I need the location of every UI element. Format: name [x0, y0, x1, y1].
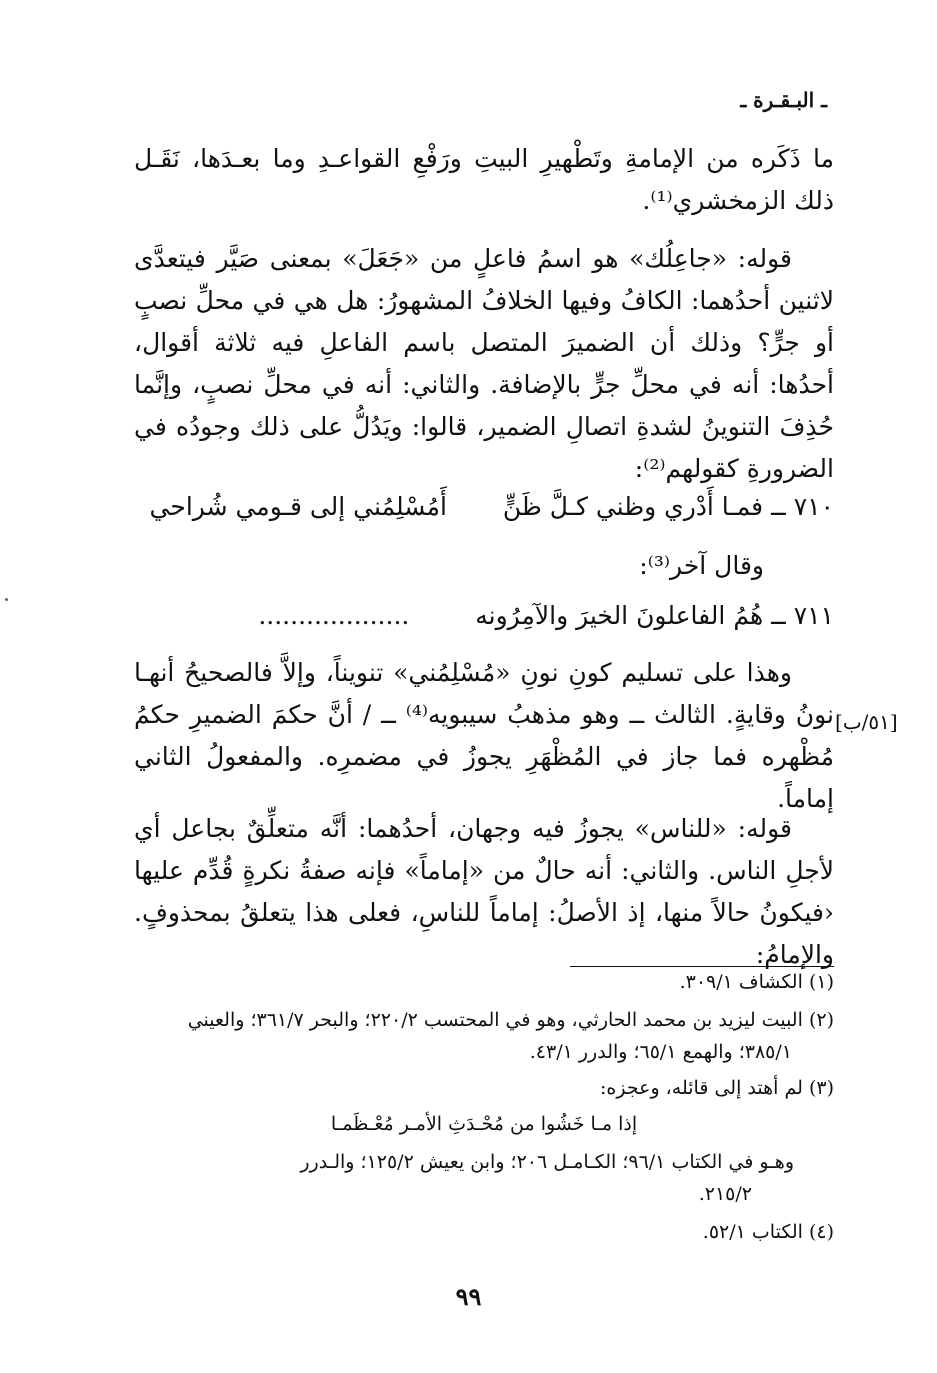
footnote-1	[134, 966, 834, 998]
margin-folio-ref: [٥١/ب]	[835, 710, 898, 734]
verse-710-after-text: وقال آخر⁽³⁾:	[639, 551, 764, 580]
paragraph-3	[134, 652, 834, 820]
footnote-4-text: الكتاب ٥٢/١.	[702, 1221, 803, 1243]
verse-710-after	[134, 546, 834, 586]
footnote-2-text: البيت ليزيد بن محمد الحارثي، وهو في المحتسب ٢٢٠/٢؛ والبحر ٣٦١/٧؛ والعيني	[187, 1009, 803, 1031]
verse-710-second-half: أَمُسْلِمُني إلى قـومي شُراحي	[149, 492, 447, 521]
footnote-3-text: لم أهتد إلى قائله، وعجزه:	[600, 1077, 803, 1099]
page-number: ٩٩	[455, 1282, 482, 1311]
footnote-4	[134, 1216, 834, 1248]
verse-711-dots: ...................	[258, 601, 410, 630]
paragraph-1	[134, 138, 834, 222]
footnote-3-verse-text: إذا مـا خَشُوا من مُحْـدَثِ الأمـر مُعْـظَمـا	[330, 1113, 638, 1135]
footnote-3	[134, 1072, 834, 1104]
footnote-3-sources	[134, 1146, 834, 1210]
footnote-3-verse	[134, 1108, 834, 1140]
footnote-4-num: (٤)	[808, 1221, 834, 1243]
footnote-2-cont: ٣٨٥/١؛ والهمع ٦٥/١؛ والدرر ٤٣/١.	[529, 1041, 792, 1063]
paragraph-2	[134, 238, 834, 490]
verse-711	[134, 596, 834, 636]
verse-710	[134, 487, 834, 527]
verse-711-first-half: هُمُ الفاعلونَ الخيرَ والآمِرُونه	[475, 601, 764, 630]
running-head: ـ البـقـرة ـ	[740, 88, 827, 112]
footnote-2-num: (٢)	[808, 1009, 834, 1031]
footnote-1-num: (١)	[808, 971, 834, 993]
paragraph-2-text: قوله: «جاعِلُك» هو اسمُ فاعلٍ من «جَعَلَ» بمعنى صَيَّر فيتعدَّى لاثنين أحدُهما: الكافُ وفيها الخلافُ المشهورُ: هل هي في محلِّ نصبٍ أو جرٍّ؟ وذلك أن الضميرَ المتصل باسم الفاعلِ فيه ثلاثة أقوال، أحدُها: أنه في محلِّ جرٍّ بالإضافة. والثاني: أنه في محلِّ نصبٍ، وإنَّما حُذِفَ التنوينُ لشدةِ اتصالِ الضمير، قالوا: ويَدُلُّ على ذلك وجودُه في الضرورةِ كقولهم⁽²⁾:	[134, 244, 834, 483]
scan-speck	[5, 598, 8, 601]
verse-710-first-half: فمـا أَدْري وظني كـلَّ ظَنٍّ	[502, 492, 764, 521]
verse-711-number: ٧١١ ــ	[771, 601, 834, 630]
paragraph-1-text: ما ذَكَره من الإمامةِ وتَطْهيرِ البيتِ ورَفْعِ القواعـدِ وما بعـدَها، نَقَـل ذلك الزمخشري⁽¹⁾.	[134, 144, 834, 215]
paragraph-4	[134, 808, 834, 976]
footnote-1-text: الكشاف ٣٠٩/١.	[679, 971, 803, 993]
footnote-3-sources-cont: ٢١٥/٢.	[698, 1183, 752, 1205]
paragraph-3-text: وهذا على تسليم كونِ نونِ «مُسْلِمُني» تنويناً، وإلاَّ فالصحيحُ أنهـا نونُ وقايةٍ. الثالث ــ وهو مذهبُ سيبويه⁽⁴⁾ ــ / أنَّ حكمَ الضميرِ حكمُ مُظْهره فما جاز في المُظْهَرِ يجوزُ في مضمرِه. والمفعولُ الثاني إماماً.	[134, 658, 834, 813]
footnote-3-num: (٣)	[808, 1077, 834, 1099]
footnote-3-sources-text: وهـو في الكتاب ٩٦/١؛ الكـامـل ٢٠٦؛ وابن يعيش ١٢٥/٢؛ والـدرر	[300, 1151, 794, 1173]
footnote-2	[134, 1004, 834, 1068]
verse-710-number: ٧١٠ ــ	[771, 492, 834, 521]
paragraph-4-text: قوله: «للناس» يجوزُ فيه وجهان، أحدُهما: أنَّه متعلِّقٌ بجاعل أي لأجلِ الناس. والثاني: أنه حالٌ من «إماماً» فإنه صفةُ نكرةٍ قُدِّم عليها ‹فيكونُ حالاً منها، إذ الأصلُ: إماماً للناسِ، فعلى هذا يتعلقُ بمحذوفٍ. والإمامُ:	[134, 814, 834, 969]
